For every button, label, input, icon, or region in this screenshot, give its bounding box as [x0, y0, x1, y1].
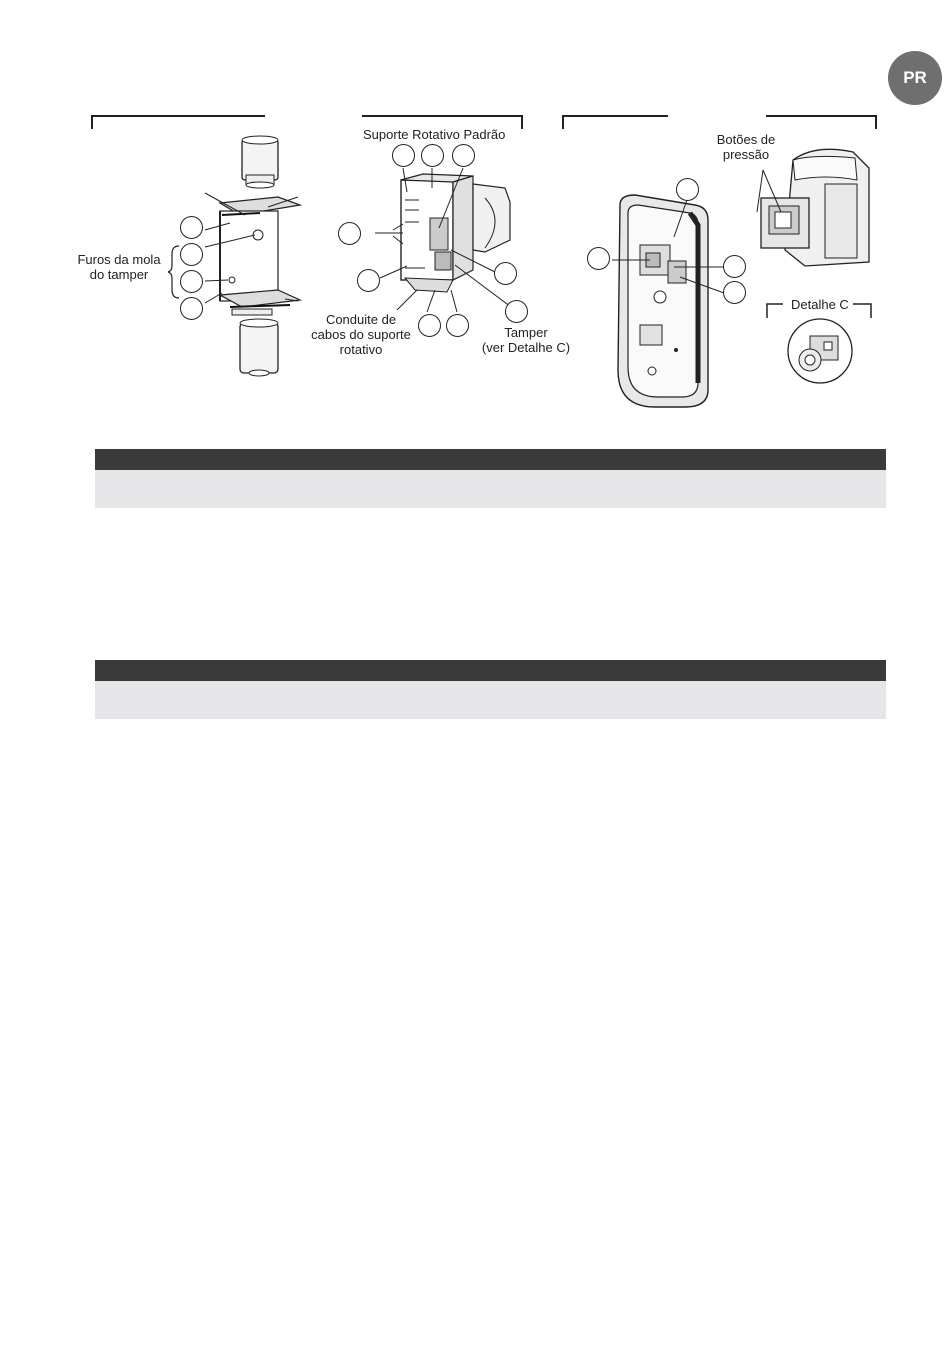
bracket-right-b	[766, 116, 876, 129]
figure-swivel-bracket	[335, 140, 565, 340]
callout-circle	[723, 255, 746, 278]
callout-circle	[505, 300, 528, 323]
callout-circle	[452, 144, 475, 167]
bracket-plate-illustration	[220, 197, 300, 307]
conduit-label-line: rotativo	[339, 342, 383, 357]
callout-circle	[180, 243, 203, 266]
swivel-bracket-title: Suporte Rotativo Padrão	[363, 127, 506, 142]
callout-circle	[357, 269, 380, 292]
spring-holes-label-line: Furos da mola	[77, 252, 161, 267]
callout-circle	[180, 297, 203, 320]
table-body-band	[95, 470, 886, 508]
table-header-bar	[95, 660, 886, 681]
detector-base-illustration	[618, 195, 708, 407]
callout-circle	[421, 144, 444, 167]
spring-holes-brace	[168, 244, 182, 300]
callout-circle	[418, 314, 441, 337]
callout-circle	[338, 222, 361, 245]
push-buttons-label-line: Botões de	[716, 132, 776, 147]
spring-holes-label-line: do tamper	[89, 267, 149, 282]
swivel-head-illustration	[761, 149, 869, 266]
top-cylinder-illustration	[242, 136, 278, 188]
conduit-label	[302, 312, 420, 357]
tamper-label-line: (ver Detalhe C)	[481, 340, 571, 355]
figure-detector-base	[590, 175, 740, 420]
bracket-right-a	[563, 116, 668, 129]
detail-c-label: Detalhe C	[791, 297, 849, 312]
figure-swivel-head	[745, 140, 880, 275]
bracket-left	[92, 116, 265, 129]
callout-circle	[180, 216, 203, 239]
callout-circle	[676, 178, 699, 201]
callout-circle	[494, 262, 517, 285]
push-buttons-label-line: pressão	[722, 147, 770, 162]
bottom-cylinder-illustration	[232, 309, 278, 376]
tamper-label-line: Tamper	[504, 325, 548, 340]
conduit-label-line: Conduite de	[325, 312, 397, 327]
callout-circle	[587, 247, 610, 270]
callout-circle	[180, 270, 203, 293]
table-header-bar	[95, 449, 886, 470]
conduit-label-line: cabos do suporte	[311, 327, 411, 342]
table-body-band	[95, 681, 886, 719]
spring-holes-label	[72, 252, 166, 282]
detail-c-illustration	[780, 318, 860, 384]
callout-circle	[446, 314, 469, 337]
tamper-label	[478, 325, 574, 355]
section-brackets	[0, 0, 950, 140]
callout-circle	[392, 144, 415, 167]
section-badge: PR	[888, 51, 942, 105]
callout-circle	[723, 281, 746, 304]
